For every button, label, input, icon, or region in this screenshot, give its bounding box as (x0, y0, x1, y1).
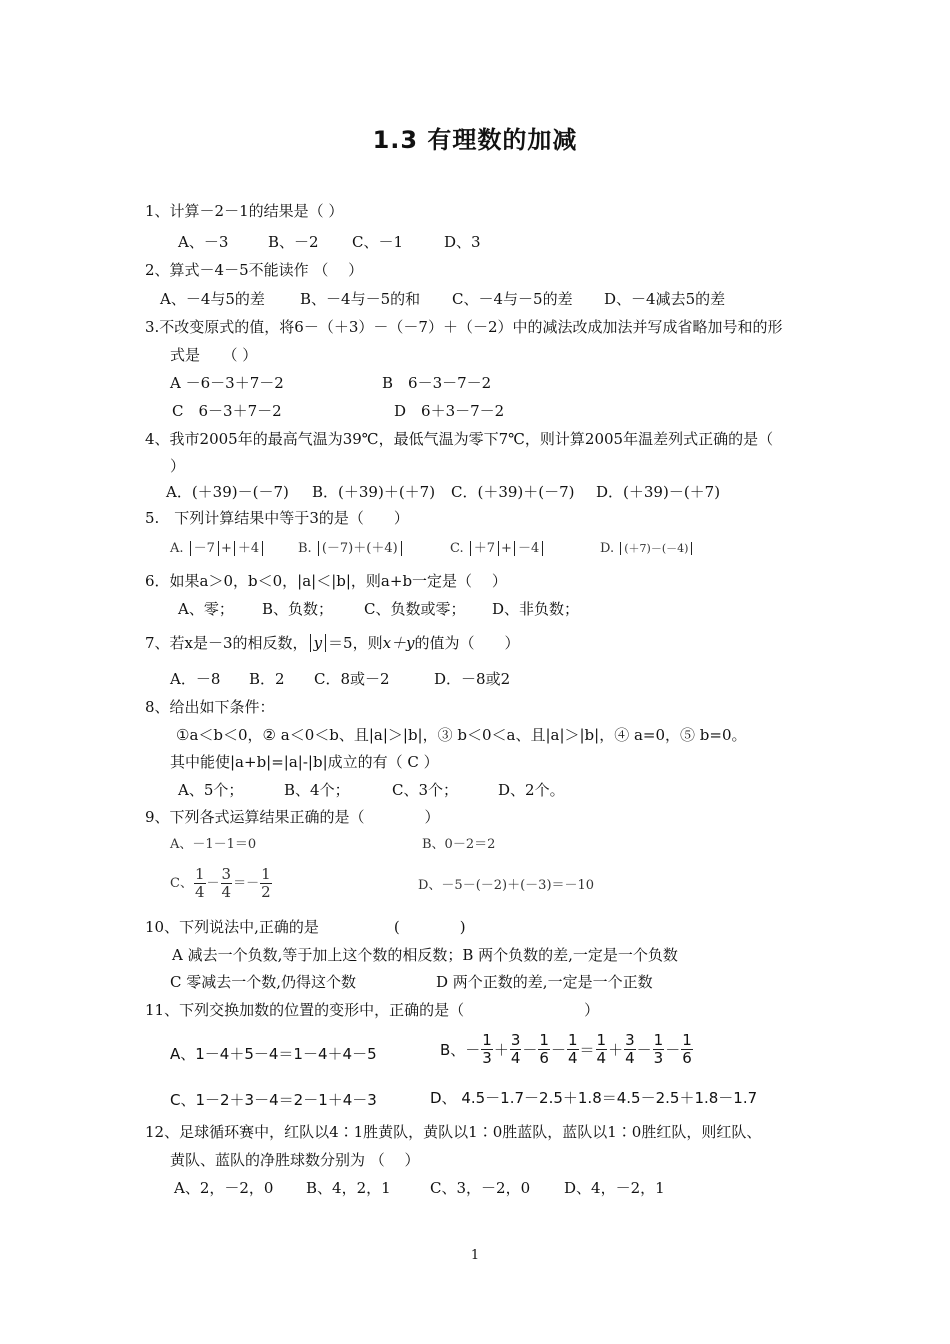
operator: ＝－ (233, 875, 260, 891)
question-7-stem (145, 633, 520, 653)
equals-sign: ＝ (579, 1040, 595, 1059)
q4-option-c: C．(＋39)＋(－7) (451, 483, 575, 501)
q4-option-d: D．(＋39)－(＋7) (596, 483, 721, 501)
question-11-stem: 11、下列交换加数的位置的变形中，正确的是（ ） (145, 1001, 600, 1019)
q5-abs-term: ＋7 (470, 541, 499, 556)
denominator: 4 (567, 1049, 578, 1067)
denominator: 2 (261, 883, 271, 901)
q8-option-b: B、4个； (284, 781, 350, 799)
q2-option-b: B、－4与－5的和 (300, 290, 421, 308)
fraction (653, 1032, 665, 1067)
q12-option-d: D、4，－2，1 (564, 1179, 665, 1197)
q5-label-d: D. (600, 541, 615, 556)
q7-option-d: D．－8或2 (434, 670, 511, 688)
q8-question: 其中能使|a+b|=|a|-|b|成立的有（ C ） (170, 753, 439, 771)
fraction (510, 1032, 522, 1067)
question-8-stem: 8、给出如下条件： (145, 698, 275, 716)
question-3-stem-line1: 3.不改变原式的值，将6－（＋3）－（－7）＋（－2）中的减法改成加法并写成省略加号和的形 (145, 318, 783, 336)
q7-abs-y: y (310, 634, 326, 652)
question-10-stem: 10、下列说法中,正确的是 ( ) (145, 918, 466, 936)
numerator: 1 (261, 865, 271, 883)
fraction (260, 866, 272, 901)
q7-option-a: A．－8 (170, 670, 221, 688)
q5-option-a: A. －7 + ＋4 (170, 539, 265, 559)
denominator: 6 (682, 1049, 692, 1067)
q5-abs-term: ＋4 (234, 541, 263, 556)
fraction (624, 1032, 636, 1067)
denominator: 3 (653, 1049, 664, 1067)
q1-option-a: A、－3 (178, 233, 229, 251)
q7-stem-part: 的值为（ ） (414, 634, 520, 652)
q5-abs-term: (＋7)－(－4) (620, 542, 692, 555)
numerator: 1 (567, 1031, 578, 1049)
numerator: 3 (221, 865, 232, 883)
q6-option-b: B、负数； (262, 600, 334, 618)
q1-option-b: B、－2 (268, 233, 319, 251)
operator: ＋ (493, 1040, 509, 1059)
q8-option-c: C、3个； (392, 781, 459, 799)
page-number: 1 (470, 1248, 480, 1263)
q7-option-c: C．8或－2 (314, 670, 390, 688)
question-9-stem: 9、下列各式运算结果正确的是（ ） (145, 808, 440, 826)
q12-option-b: B、4，2，1 (306, 1179, 391, 1197)
question-12-stem-line2: 黄队、蓝队的净胜球数分别为 （ ） (170, 1151, 420, 1169)
q7-stem-part: ＝5，则 (328, 634, 383, 652)
q10-option-c: C 零减去一个数,仍得这个数 (170, 973, 357, 991)
fraction (538, 1032, 550, 1067)
question-6-stem: 6．如果a＞0，b＜0，|a|＜|b|，则a+b一定是（ ） (145, 572, 507, 590)
q2-option-d: D、－4减去5的差 (604, 290, 726, 308)
fraction (596, 1032, 608, 1067)
q3-option-a: A －6－3＋7－2 (170, 374, 284, 392)
q11-option-b (440, 1032, 694, 1067)
question-4-stem-line2: ） (170, 457, 186, 475)
q12-option-c: C、3，－2，0 (430, 1179, 531, 1197)
fraction (567, 1032, 579, 1067)
q4-option-b: B．(＋39)＋(＋7) (312, 483, 436, 501)
q11-option-d: D、 4.5－1.7－2.5＋1.8＝4.5－2.5＋1.8－1.7 (430, 1089, 758, 1107)
fraction (194, 866, 206, 901)
operator: － (665, 1040, 681, 1059)
q8-option-d: D、2个。 (498, 781, 565, 799)
q6-option-a: A、零； (178, 600, 234, 618)
operator: － (522, 1040, 538, 1059)
numerator: 3 (510, 1031, 521, 1049)
numerator: 1 (539, 1031, 549, 1049)
q8-option-a: A、5个； (178, 781, 244, 799)
q12-option-a: A、2，－2，0 (174, 1179, 274, 1197)
denominator: 3 (482, 1049, 492, 1067)
fraction (681, 1032, 693, 1067)
numerator: 1 (596, 1031, 607, 1049)
operator: － (206, 875, 220, 891)
question-4-stem-line1: 4、我市2005年的最高气温为39℃，最低气温为零下7℃，则计算2005年温差列式正确的是（ (145, 430, 774, 448)
denominator: 4 (221, 883, 232, 901)
fraction (221, 866, 233, 901)
q2-option-a: A、－4与5的差 (160, 290, 265, 308)
denominator: 4 (510, 1049, 521, 1067)
q5-label-a: A. (170, 541, 184, 556)
denominator: 4 (194, 883, 205, 901)
q3-option-c: C 6－3＋7－2 (172, 402, 282, 420)
q9-option-d: D、－5－(－2)＋(－3)＝－10 (418, 878, 595, 893)
operator: ＋ (608, 1040, 624, 1059)
q9-option-a: A、－1－1＝0 (170, 837, 257, 852)
q3-option-b: B 6－3－7－2 (382, 374, 492, 392)
q5-abs-term: －7 (190, 541, 219, 556)
numerator: 3 (625, 1031, 635, 1049)
q11-option-c: C、1－2＋3－4＝2－1＋4－3 (170, 1091, 377, 1109)
numerator: 1 (482, 1031, 492, 1049)
question-5-stem: 5. 下列计算结果中等于3的是（ ） (145, 509, 409, 527)
q6-option-d: D、非负数； (492, 600, 580, 618)
q5-abs-term: －4 (514, 541, 543, 556)
q7-stem-part: 7、若x是－3的相反数， (145, 634, 308, 652)
denominator: 6 (539, 1049, 549, 1067)
question-12-stem-line1: 12、足球循环赛中，红队以4∶1胜黄队，黄队以1∶0胜蓝队，蓝队以1∶0胜红队，则红队、 (145, 1123, 762, 1141)
question-3-stem-line2: 式是 （ ） (170, 346, 258, 364)
q5-label-c: C. (450, 541, 464, 556)
q4-option-a: A．(＋39)－(－7) (166, 483, 289, 501)
q5-option-c: C. ＋7 + －4 (450, 539, 545, 559)
q11-option-a: A、1－4＋5－4＝1－4＋4－5 (170, 1045, 377, 1063)
q7-expression: x＋y (382, 634, 415, 652)
q10-option-d: D 两个正数的差,一定是一个正数 (436, 973, 653, 991)
numerator: 1 (653, 1031, 664, 1049)
q9-option-b: B、0－2＝2 (422, 837, 496, 852)
q6-option-c: C、负数或零； (364, 600, 466, 618)
q3-option-d: D 6＋3－7－2 (394, 402, 505, 420)
q5-abs-term: (－7)＋(＋4) (318, 541, 402, 556)
page-title: 1.3 有理数的加减 (372, 126, 578, 154)
numerator: 1 (194, 865, 205, 883)
q10-line1: A 减去一个负数,等于加上这个数的相反数；B 两个负数的差,一定是一个负数 (172, 946, 678, 964)
q5-option-b (298, 539, 404, 559)
q8-conditions: ①a＜b＜0，② a＜0＜b、且|a|＞|b|，③ b＜0＜a、且|a|＞|b|，④ a=0，⑤ b=0。 (176, 726, 747, 744)
operator: － (550, 1040, 566, 1059)
q1-option-d: D、3 (444, 233, 481, 251)
denominator: 4 (596, 1049, 607, 1067)
question-2-stem: 2、算式－4－5不能读作 （ ） (145, 261, 364, 279)
q9-option-c (170, 866, 273, 901)
operator: － (636, 1040, 652, 1059)
question-1-stem: 1、计算－2－1的结果是（ ） (145, 202, 344, 220)
q2-option-c: C、－4与－5的差 (452, 290, 573, 308)
numerator: 1 (682, 1031, 692, 1049)
fraction (481, 1032, 493, 1067)
q11-b-label: B、－ (440, 1040, 481, 1059)
q9-c-label: C、 (170, 875, 193, 891)
denominator: 4 (625, 1049, 635, 1067)
q1-option-c: C、－1 (352, 233, 404, 251)
q5-option-d (600, 539, 694, 559)
q7-option-b: B．2 (249, 670, 285, 688)
q5-label-b: B. (298, 541, 312, 556)
